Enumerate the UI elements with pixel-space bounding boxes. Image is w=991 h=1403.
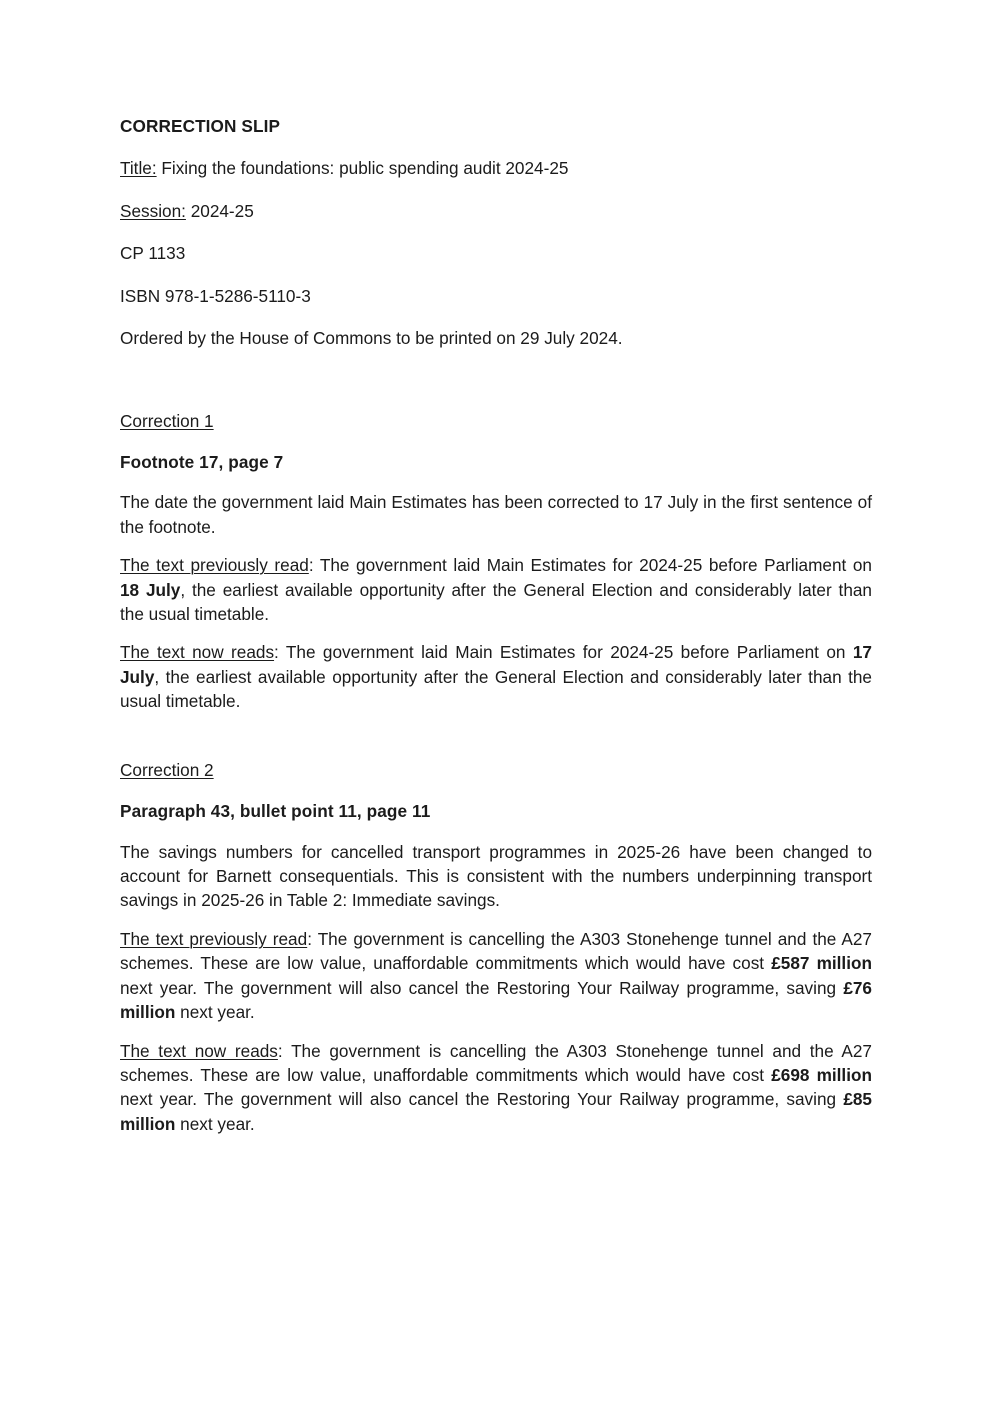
- correction-label-2-text: Correction 2: [120, 759, 214, 780]
- now-reads-part1-2: The government is cancelling the A303 Stonehenge tunnel and the A27 schemes. These are low value, unaffordable commitments which would have cost: [120, 1040, 872, 1085]
- correction-1-summary: The date the government laid Main Estimates has been corrected to 17 July in the first sentence of the footnote.: [120, 492, 872, 537]
- now-reads-part3-2: next year.: [175, 1113, 255, 1134]
- correction-label-1-text: Correction 1: [120, 410, 214, 431]
- correction-1-heading: Footnote 17, page 7: [120, 451, 284, 472]
- correction-1-current-text: [120, 640, 872, 713]
- now-reads-part2-1: , the earliest available opportunity after the General Election and considerably later than the usual timetable.: [120, 666, 872, 712]
- now-reads-emphasis-2b: £85 million: [120, 1089, 872, 1134]
- previous-read-emphasis-1: 18 July: [120, 579, 181, 600]
- previous-read-part2-1: , the earliest available opportunity after the General Election and considerably later than the usual timetable.: [120, 579, 872, 625]
- spacer-after-metadata: [120, 369, 872, 409]
- correction-2-heading: Paragraph 43, bullet point 11, page 11: [120, 801, 431, 822]
- now-reads-part2-2: next year. The government will also cancel the Restoring Your Railway programme, saving: [120, 1089, 844, 1110]
- previous-read-colon-2: :: [307, 928, 318, 949]
- previous-read-emphasis-2a: £587 million: [771, 953, 872, 974]
- meta-value-session: 2024-25: [185, 200, 254, 221]
- correction-2-summary: The savings numbers for cancelled transport programmes in 2025-26 have been changed to account for Barnett consequentials. This is consistent with the numbers underpinning transport savings in 2025-26 in Table 2: Immediate savings.: [120, 841, 872, 911]
- correction-2-previous-text: [120, 927, 872, 1025]
- now-reads-lead-1: The text now reads: [120, 642, 275, 663]
- meta-line-ordered-by: Ordered by the House of Commons to be printed on 29 July 2024.: [120, 328, 623, 349]
- meta-label-title: Title:: [120, 158, 157, 179]
- now-reads-colon-1: :: [274, 642, 286, 663]
- now-reads-lead-2: The text now reads: [120, 1040, 278, 1061]
- meta-line-isbn: ISBN 978-1-5286-5110-3: [120, 285, 311, 306]
- previous-read-part2-2: next year. The government will also cancel the Restoring Your Railway programme, saving: [120, 977, 844, 998]
- previous-read-part3-2: next year.: [175, 1002, 255, 1023]
- previous-read-lead-1: The text previously read: [120, 555, 309, 576]
- now-reads-emphasis-2a: £698 million: [771, 1064, 872, 1085]
- meta-line-title: [120, 156, 872, 180]
- meta-label-session: Session:: [120, 200, 186, 221]
- correction-1-previous-text: [120, 553, 872, 626]
- meta-line-cp-number: CP 1133: [120, 243, 186, 264]
- spacer-between-corrections: [120, 714, 872, 758]
- previous-read-lead-2: The text previously read: [120, 928, 308, 949]
- now-reads-emphasis-1: 17 July: [120, 642, 872, 687]
- now-reads-part1-1: The government laid Main Estimates for 2024-25 before Parliament on: [285, 642, 853, 663]
- now-reads-colon-2: :: [277, 1040, 292, 1061]
- meta-value-title: Fixing the foundations: public spending audit 2024-25: [156, 158, 569, 179]
- meta-line-session: [120, 199, 872, 223]
- previous-read-part1-2: The government is cancelling the A303 Stonehenge tunnel and the A27 schemes. These are low value, unaffordable commitments which would have cost: [120, 928, 872, 974]
- correction-2-current-text: [120, 1039, 872, 1137]
- correction-label-2: [120, 758, 872, 782]
- previous-read-colon-1: :: [308, 555, 320, 576]
- correction-label-1: [120, 409, 872, 433]
- document-body: [120, 114, 872, 1136]
- previous-read-emphasis-2b: £76 million: [120, 977, 872, 1023]
- previous-read-part1-1: The government laid Main Estimates for 2024-25 before Parliament on: [319, 555, 872, 576]
- page-title: CORRECTION SLIP: [120, 116, 281, 136]
